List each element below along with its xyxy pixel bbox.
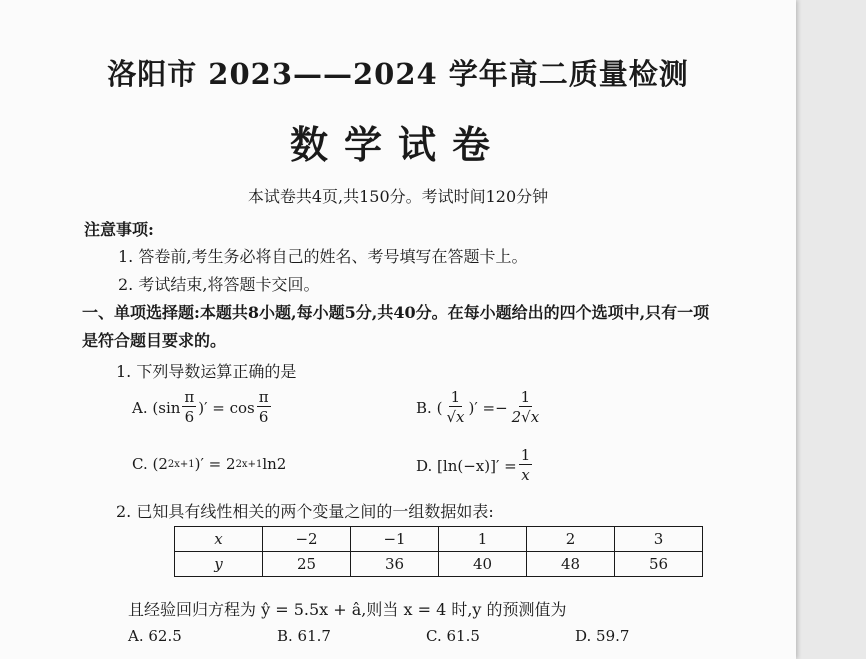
question-2-condition: 且经验回归方程为 ŷ = 5.5x + â,则当 x = 4 时,y 的预测值为: [128, 600, 567, 619]
expr-part: (: [436, 398, 443, 417]
table-cell: −1: [351, 527, 439, 552]
option-label: A.: [132, 398, 148, 417]
fraction: [257, 388, 271, 427]
table-cell: 40: [439, 552, 527, 577]
notice-item: 1. 答卷前,考生务必将自己的姓名、考号填写在答题卡上。: [118, 247, 528, 266]
table-cell: 1: [439, 527, 527, 552]
expr-part: (2: [152, 455, 168, 473]
section-1-heading: 一、单项选择题:本题共8小题,每小题5分,共40分。在每小题给出的四个选项中,只有一项: [82, 303, 710, 322]
q2-option-a: A. 62.5: [128, 627, 182, 645]
table-row-x: [175, 527, 703, 552]
table-cell: 36: [351, 552, 439, 577]
numerator: π: [258, 388, 269, 406]
option-label: C.: [132, 455, 148, 473]
table-cell: y: [175, 552, 263, 577]
q2-option-c: C. 61.5: [426, 627, 480, 645]
fraction: [444, 388, 466, 427]
denominator: 6: [184, 408, 195, 426]
denominator: √x: [446, 408, 465, 426]
table-cell: −2: [263, 527, 351, 552]
question-2-stem: 2. 已知具有线性相关的两个变量之间的一组数据如表:: [116, 502, 494, 521]
table-cell: 56: [615, 552, 703, 577]
question-1-stem: 1. 下列导数运算正确的是: [116, 362, 297, 381]
exponent: 2x+1: [235, 458, 263, 470]
exponent: 2x+1: [167, 458, 195, 470]
exam-info: 本试卷共4页,共150分。考试时间120分钟: [247, 187, 549, 206]
fraction: [519, 446, 533, 485]
exam-subject: 数学试卷: [289, 122, 506, 167]
expr-part: (sin: [152, 398, 181, 417]
expr-part: ln2: [262, 455, 287, 473]
table-cell: x: [175, 527, 263, 552]
numerator: 1: [520, 388, 531, 406]
table-cell: 25: [263, 552, 351, 577]
table-cell: 48: [527, 552, 615, 577]
option-label: B.: [416, 398, 432, 417]
q1-option-b: [416, 388, 543, 427]
numerator: π: [184, 388, 195, 406]
notice-item: 2. 考试结束,将答题卡交回。: [118, 275, 320, 294]
q2-option-d: D. 59.7: [575, 627, 630, 645]
expr-part: )′ = 2: [194, 455, 236, 473]
expr-part: )′ =−: [468, 398, 508, 417]
q2-option-b: B. 61.7: [277, 627, 331, 645]
fraction: [182, 388, 196, 427]
table-row-y: [175, 552, 703, 577]
expr-part: )′ = cos: [198, 398, 255, 417]
fraction: [510, 388, 542, 427]
table-cell: 3: [615, 527, 703, 552]
expr-part: [ln(−x)]′ =: [437, 456, 517, 475]
q1-option-d: [416, 446, 534, 485]
numerator: 1: [520, 446, 531, 464]
section-1-heading-cont: 是符合题目要求的。: [82, 331, 227, 350]
q1-option-a: [132, 388, 273, 427]
q1-option-c: [132, 455, 286, 473]
denominator: 6: [258, 408, 269, 426]
notice-heading: 注意事项:: [84, 220, 154, 239]
option-label: D.: [416, 456, 433, 475]
data-table: [174, 526, 703, 577]
table-cell: 2: [527, 527, 615, 552]
numerator: 1: [450, 388, 461, 406]
denominator: x: [521, 466, 530, 484]
denominator: 2√x: [511, 408, 540, 426]
exam-title: 洛阳市 2023——2024 学年高二质量检测: [107, 57, 689, 91]
